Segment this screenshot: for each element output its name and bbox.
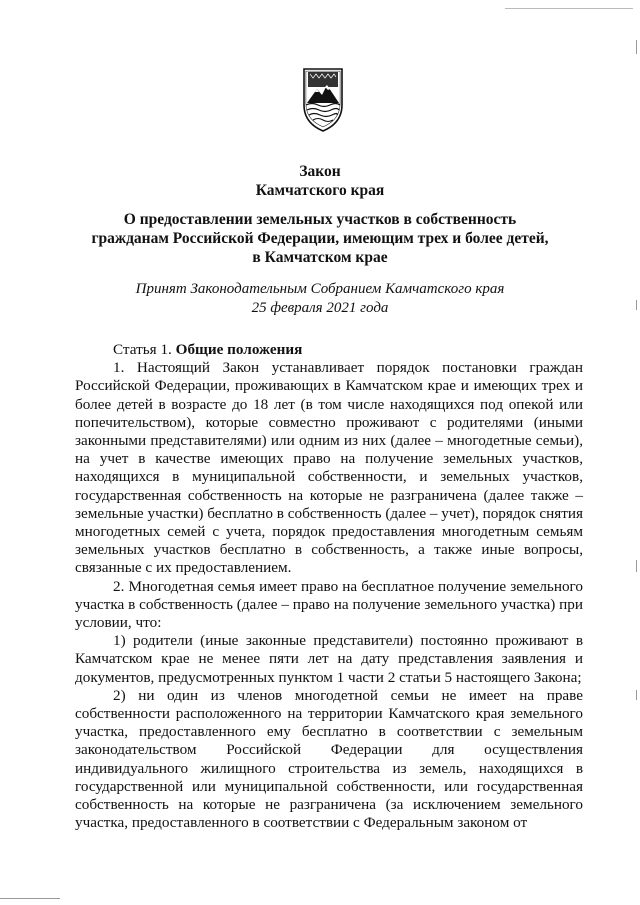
scan-edge-mark (636, 690, 637, 700)
adoption-note: Принят Законодательным Собранием Камчатского края (135, 281, 505, 297)
paragraph: 1) родители (иные законные представители) постоянно проживают в Камчатском крае не менее пяти лет на дату представления заявления и документов, предусмотренных пунктом 1 части 2 статьи 5 настоящего Закона; (75, 632, 583, 686)
kamchatka-coat-of-arms-icon (298, 65, 348, 133)
scan-edge-mark (636, 40, 637, 54)
paragraph: 1. Настоящий Закон устанавливает порядок постановки граждан Российской Федерации, проживающих в Камчатском крае и имеющих трех и более детей в возрасте до 18 лет (в том числе находящихся под опекой или попечительством), которые совместно проживают с родителями (иными законными представителями) или одним из них (далее – многодетные семьи), на учет в качестве имеющих право на получение земельных участков, находящихся в муниципальной собственности, и земельных участков, государственная собственность на которые не разграничена (далее также – земельные участки) бесплатно в собственность (далее – учет), порядок снятия многодетных семей с учета, порядок предоставления многодетным семьям земельных участков бесплатно в собственность, а также иные вопросы, связанные с их предоставлением. (75, 359, 583, 577)
adoption-date: 25 февраля 2021 года (251, 300, 389, 316)
paragraph: 2. Многодетная семья имеет право на бесплатное получение земельного участка в собственность (далее – право на получение земельного участка) при условии, что: (75, 577, 583, 632)
scan-edge-mark (636, 560, 637, 572)
scan-edge-mark (0, 898, 60, 899)
law-title: Закон (299, 163, 341, 180)
law-subject-line: гражданам Российской Федерации, имеющим трех и более детей, (91, 230, 549, 247)
law-subject-line: О предоставлении земельных участков в собственность (123, 211, 517, 228)
law-region: Камчатского края (255, 182, 385, 199)
paragraph: 2) ни один из членов многодетной семьи не имеет на праве собственности расположенного на территории Камчатского края земельного участка, предоставленного ему бесплатно в соответствии с земельным законодательством Российской Федерации для осуществления индивидуального жилищного строительства из земель, находящихся в государственной или муниципальной собственности, или государственная собственность на которые не разграничена (за исключением земельного участка, предоставленного в соответствии с Федеральным законом от (75, 686, 583, 832)
article-number: Статья 1. (113, 341, 176, 358)
law-body (75, 341, 583, 832)
article-title: Общие положения (175, 341, 303, 358)
scan-edge-mark (505, 8, 633, 9)
law-subject-line: в Камчатском крае (252, 249, 388, 266)
article-heading (75, 341, 583, 359)
